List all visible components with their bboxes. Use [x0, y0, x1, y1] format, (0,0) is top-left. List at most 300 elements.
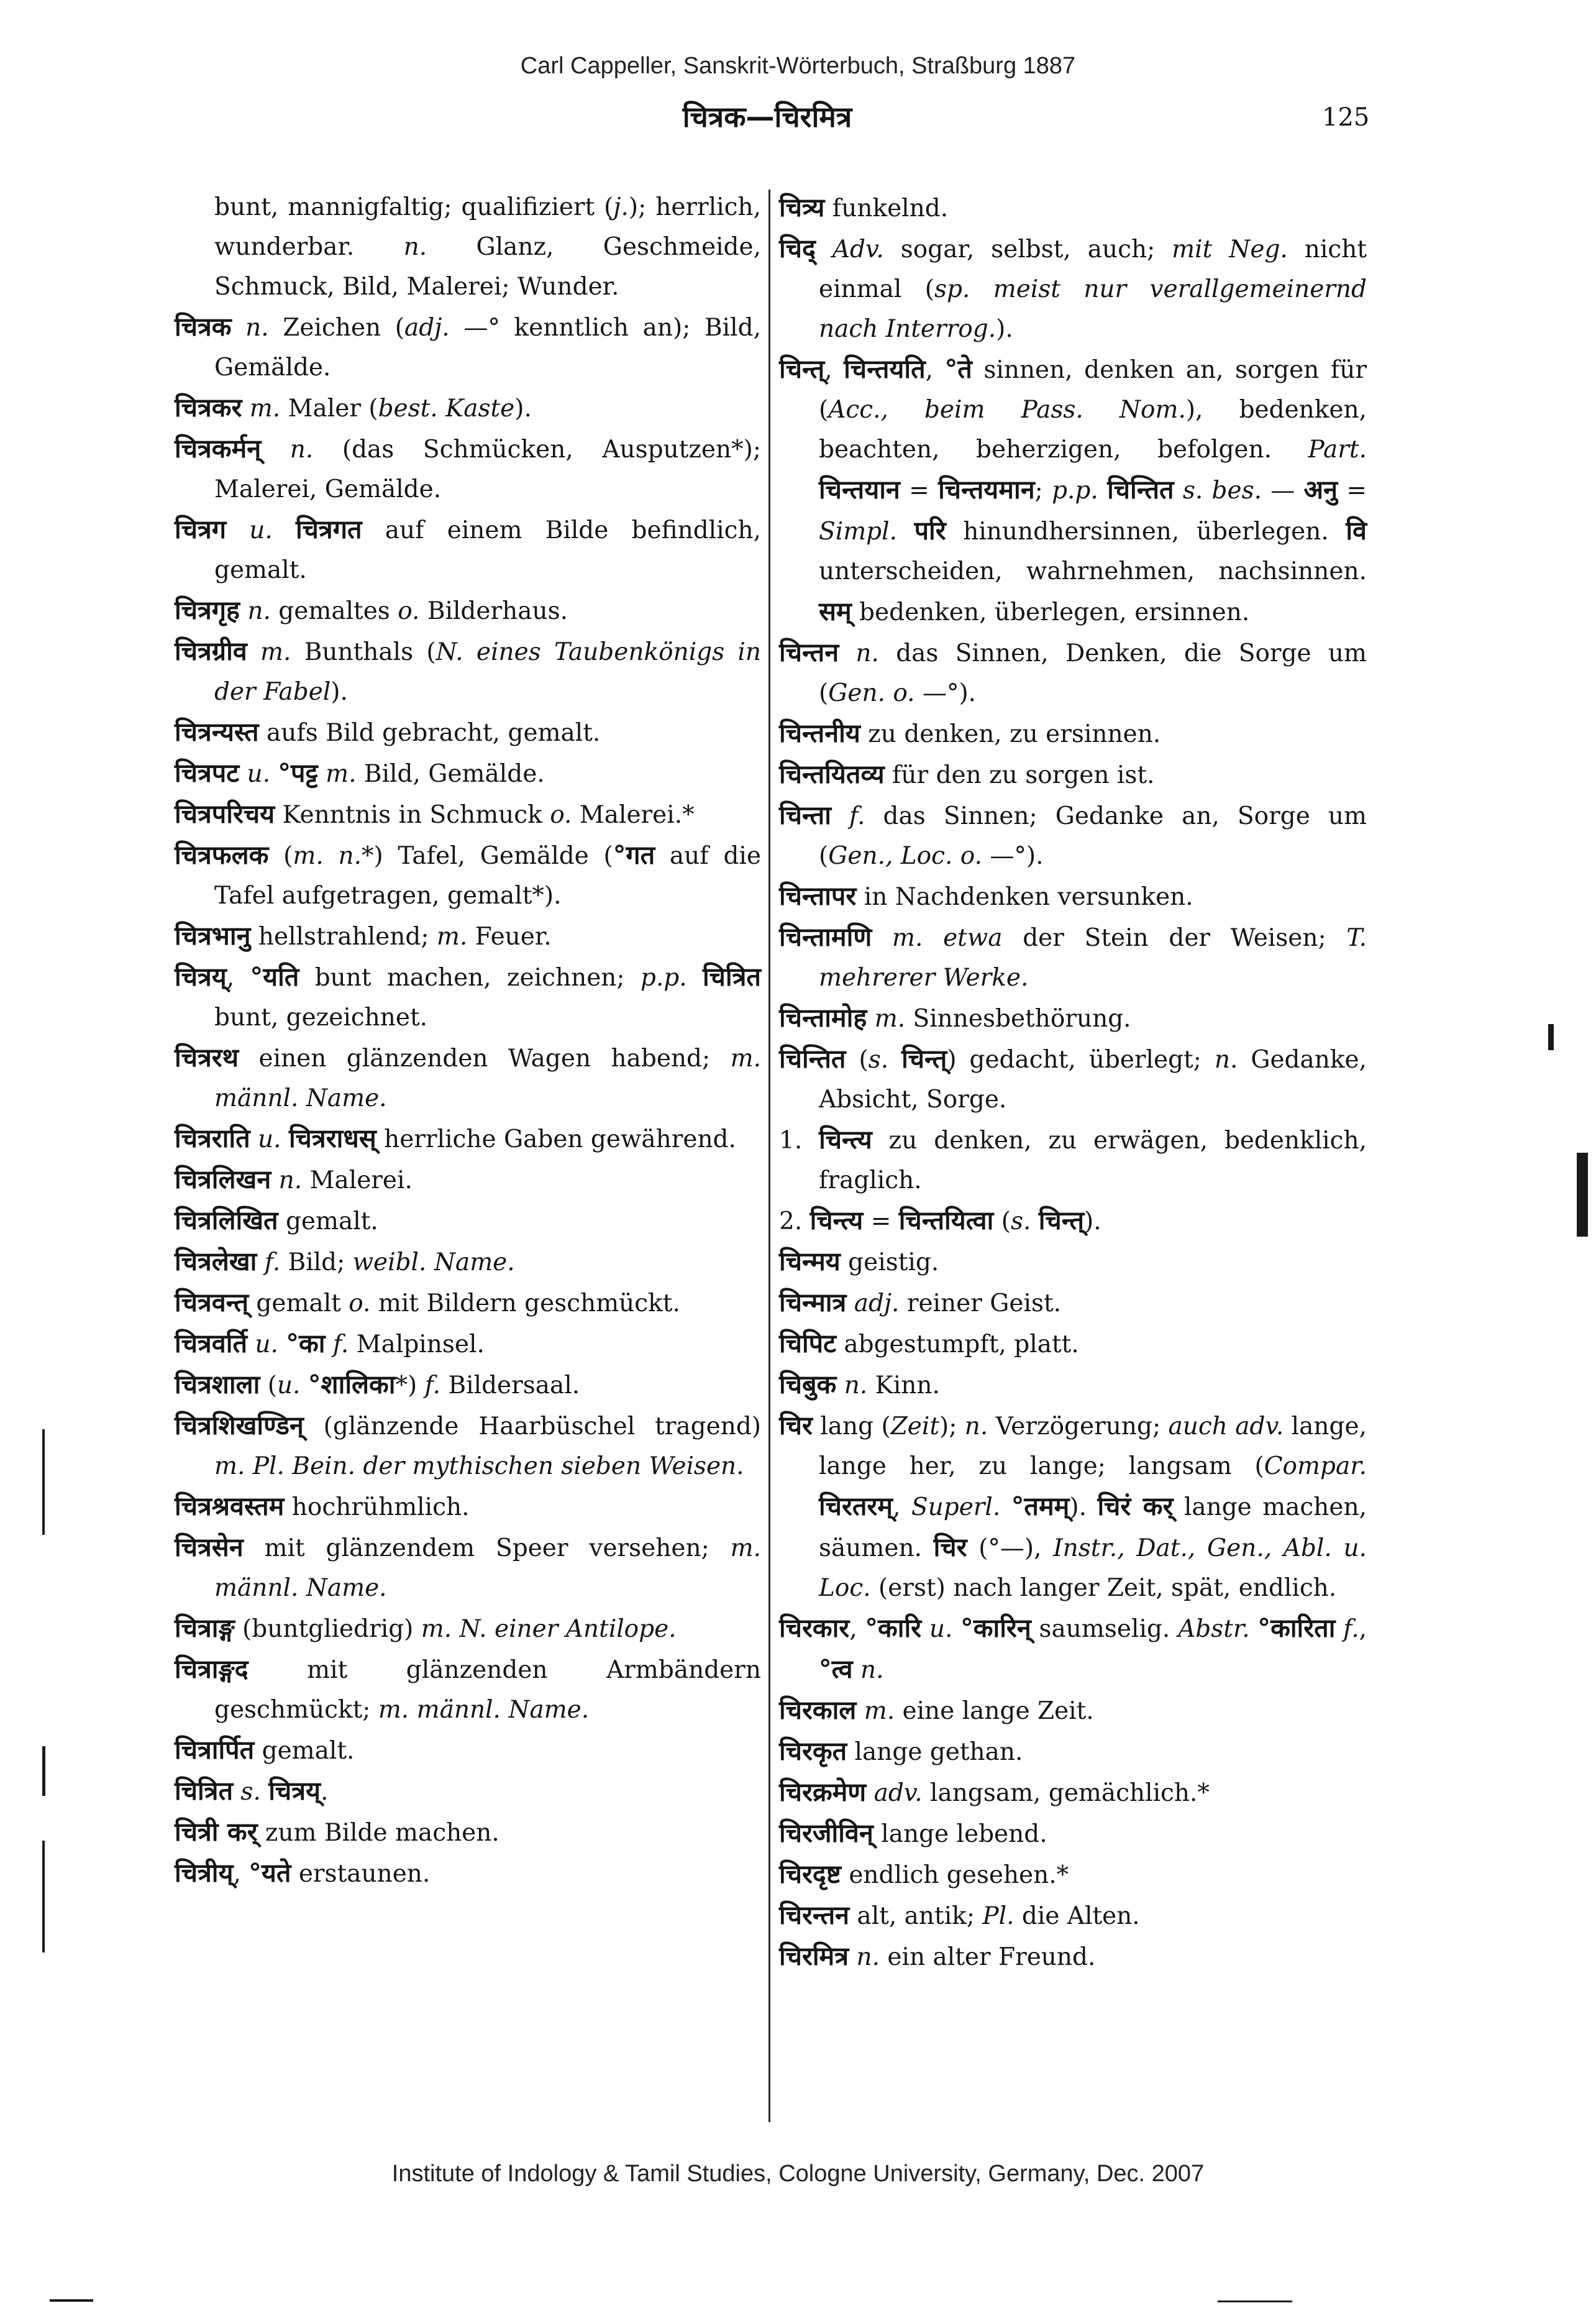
- definition-text: saumselig.: [1031, 1615, 1179, 1643]
- dictionary-entry: [779, 633, 1367, 713]
- dictionary-entry: [175, 957, 761, 1038]
- definition-text: zu denken, zu erwägen, bedenklich, fraglich.: [819, 1127, 1367, 1194]
- sanskrit-term: वि: [1346, 516, 1367, 546]
- italic-note: Pl.: [982, 1902, 1015, 1930]
- definition-text: Maler (: [280, 395, 378, 423]
- left-column: [175, 188, 761, 1894]
- sanskrit-term: °पट्ट: [278, 758, 318, 788]
- sanskrit-term: चिन्त्: [901, 1044, 947, 1074]
- definition-text: Kenntnis in Schmuck: [275, 801, 550, 829]
- definition-text: ); herrlich, wunderbar.: [214, 193, 761, 261]
- headword: चिरकार: [779, 1613, 850, 1643]
- definition-text: (: [993, 1207, 1011, 1235]
- scan-artifact-mark: [1218, 2300, 1292, 2302]
- sanskrit-term: चिन्तित: [1107, 475, 1174, 505]
- definition-text: bunt machen, zeichnen;: [299, 964, 641, 992]
- sanskrit-term: °तमम्: [1011, 1491, 1070, 1521]
- definition-text: 2.: [779, 1207, 810, 1235]
- dictionary-entry: [175, 590, 761, 631]
- italic-note: n.: [849, 1943, 880, 1971]
- dictionary-entry: [779, 349, 1367, 633]
- headword: चिरक्रमेण: [779, 1777, 867, 1807]
- dictionary-entry: [175, 1201, 761, 1242]
- italic-note: s.: [233, 1778, 269, 1806]
- definition-text: Kinn.: [867, 1371, 940, 1399]
- definition-text: ).: [1084, 1207, 1101, 1235]
- italic-note: n.: [1214, 1046, 1238, 1074]
- headword: चिर: [779, 1411, 813, 1440]
- definition-text: Feuer.: [467, 923, 552, 951]
- dictionary-entry: [175, 1771, 761, 1812]
- dictionary-entry: [779, 1813, 1367, 1854]
- definition-text: mit Bildern geschmückt.: [370, 1289, 680, 1317]
- headword: चित्रसेन: [175, 1532, 244, 1562]
- dictionary-entry: [175, 1242, 761, 1283]
- headword: चिन्तित: [779, 1044, 846, 1074]
- dictionary-entry: [779, 795, 1367, 876]
- sanskrit-term: °कारिता: [1257, 1613, 1336, 1643]
- dictionary-entry: [779, 1608, 1367, 1690]
- dictionary-entry: [779, 1854, 1367, 1895]
- definition-text: —°).: [982, 842, 1044, 870]
- headword: चित्रराति: [175, 1124, 250, 1153]
- sanskrit-term: °कारि: [865, 1613, 922, 1643]
- italic-note: sp. meist nur verallgemeinernd nach Interrog.: [819, 275, 1367, 343]
- sanskrit-term: चिन्त्: [1038, 1206, 1085, 1235]
- definition-text: lange, lange her, zu lange; langsam (: [819, 1412, 1367, 1480]
- definition-text: lange gethan.: [847, 1738, 1023, 1766]
- definition-text: =: [863, 1207, 899, 1235]
- definition-text: herrliche Gaben gewährend.: [376, 1125, 736, 1153]
- definition-text: (: [846, 1046, 869, 1074]
- definition-text: nicht einmal (: [819, 236, 1367, 303]
- italic-note: u.: [247, 1330, 286, 1358]
- italic-note: n.: [836, 1371, 868, 1399]
- italic-note: u.: [226, 516, 296, 544]
- definition-text: =: [1338, 477, 1367, 505]
- italic-note: best. Kaste: [378, 395, 515, 423]
- definition-text: Bunthals (: [291, 638, 436, 666]
- dictionary-entry: [175, 1730, 761, 1771]
- sanskrit-term: चिन्तयति: [844, 354, 926, 384]
- definition-text: bedenken, überlegen, ersinnen.: [851, 598, 1250, 626]
- right-column: [779, 188, 1367, 1977]
- italic-note: m. Pl. Bein. der mythischen sieben Weisen.: [214, 1452, 744, 1480]
- headword: चित्ररथ: [175, 1043, 239, 1073]
- headword: चिन्ता: [779, 800, 831, 830]
- definition-text: ).: [331, 678, 348, 706]
- dictionary-entry: [175, 1119, 761, 1160]
- definition-text: ,: [233, 1860, 249, 1888]
- headword: चिद्: [779, 234, 816, 263]
- definition-text: =: [900, 477, 939, 505]
- italic-note: o.: [398, 597, 420, 625]
- definition-text: ,: [893, 1493, 911, 1521]
- definition-text: —: [1261, 477, 1304, 505]
- definition-text: abgestumpft, platt.: [836, 1330, 1079, 1358]
- definition-text: eine lange Zeit.: [895, 1697, 1094, 1725]
- italic-note: u.: [276, 1371, 301, 1399]
- definition-text: das Sinnen; Gedanke an, Sorge um (: [819, 802, 1367, 870]
- definition-text: [687, 964, 703, 992]
- page-number: 125: [1322, 103, 1370, 132]
- headword: चित्रय्: [175, 962, 227, 992]
- italic-note: s. bes.: [1174, 477, 1262, 505]
- scan-artifact-mark: [42, 1429, 45, 1535]
- sanskrit-term: चित्रय्: [268, 1776, 321, 1806]
- sanskrit-term: परि: [914, 516, 946, 546]
- italic-note: Abstr.: [1178, 1615, 1250, 1643]
- definition-text: reiner Geist.: [899, 1289, 1062, 1317]
- headword: चित्र्य: [779, 193, 825, 222]
- headword: चिन्मय: [779, 1247, 841, 1276]
- dictionary-entry: [779, 1365, 1367, 1406]
- definition-text: [1250, 1615, 1258, 1643]
- italic-note: Gen., Loc. o.: [828, 842, 982, 870]
- definition-text: gemalt: [249, 1289, 349, 1317]
- sanskrit-term: सम्: [819, 597, 852, 626]
- italic-note: m.: [856, 1697, 895, 1725]
- dictionary-entry: [175, 1486, 761, 1527]
- dictionary-entry: [779, 1690, 1367, 1731]
- dictionary-entry: [175, 1324, 761, 1365]
- headword: चित्रलिखित: [175, 1206, 278, 1235]
- definition-text: (buntgliedrig): [234, 1615, 421, 1643]
- scan-artifact-mark: [1577, 1153, 1588, 1237]
- headword: चित्रकर्मन्: [175, 434, 262, 464]
- dictionary-entry: [175, 835, 761, 916]
- italic-note: Part.: [1308, 436, 1367, 464]
- scan-artifact-mark: [42, 1746, 45, 1796]
- page-title: चित्रक—चिरमित्र: [682, 100, 852, 134]
- definition-text: *) Tafel, Gemälde (: [361, 842, 613, 870]
- italic-note: Acc., beim Pass. Nom.: [828, 396, 1186, 424]
- italic-note: auch adv.: [1168, 1412, 1284, 1440]
- definition-text: Bild;: [280, 1248, 353, 1276]
- dictionary-entry: [175, 388, 761, 429]
- sanskrit-term: अनु: [1303, 475, 1338, 505]
- dictionary-entry: [779, 713, 1367, 754]
- scan-artifact-mark: [42, 1841, 45, 1952]
- definition-text: [897, 518, 914, 546]
- definition-text: sogar, selbst, auch;: [883, 236, 1172, 263]
- headword: चिन्त्य: [809, 1206, 864, 1235]
- definition-text: mit glänzenden Armbändern geschmückt;: [214, 1656, 761, 1724]
- definition-text: mit glänzendem Speer versehen;: [243, 1534, 731, 1562]
- headword: चिन्तामणि: [779, 922, 872, 952]
- definition-text: bunt, gezeichnet.: [214, 1004, 428, 1032]
- headword: चिरकाल: [779, 1695, 857, 1725]
- definition-text: ein alter Freund.: [880, 1943, 1096, 1971]
- headword: चिन्तापर: [779, 881, 857, 911]
- headword: चिरकृत: [779, 1736, 847, 1766]
- italic-note: m. etwa: [872, 924, 1003, 952]
- italic-note: n.: [271, 1166, 303, 1194]
- definition-text: );: [939, 1412, 965, 1440]
- definition-text: (: [260, 1371, 277, 1399]
- dictionary-entry: [779, 1283, 1367, 1324]
- definition-text: ) gedacht, überlegt;: [947, 1046, 1215, 1074]
- definition-text: ,: [1359, 1615, 1367, 1643]
- definition-text: auf einem Bilde befindlich, gemalt.: [214, 516, 761, 584]
- italic-note: T. mehrerer Werke.: [819, 924, 1367, 992]
- sanskrit-term: °शालिका: [308, 1370, 396, 1399]
- definition-text: alt, antik;: [849, 1902, 983, 1930]
- dictionary-entry: [175, 1527, 761, 1608]
- definition-text: das Sinnen, Denken, die Sorge um (: [819, 639, 1367, 707]
- headword: चिरजीविन्: [779, 1818, 873, 1848]
- definition-text: in Nachdenken versunken.: [856, 883, 1193, 911]
- definition-text: ;: [1034, 477, 1052, 505]
- sanskrit-term: °ते: [944, 354, 972, 384]
- definition-text: ,: [925, 356, 945, 384]
- dictionary-entry: [779, 917, 1367, 998]
- headword: चित्रशाला: [175, 1370, 260, 1399]
- definition-text: (: [268, 842, 293, 870]
- italic-note: o.: [550, 801, 572, 829]
- italic-note: m. männl. Name.: [214, 1045, 761, 1112]
- definition-text: ).: [1069, 1493, 1098, 1521]
- definition-text: bunt, mannigfaltig; qualifiziert (: [214, 193, 614, 221]
- italic-note: adj.: [846, 1289, 900, 1317]
- dictionary-entry: [175, 429, 761, 510]
- definition-text: ,: [226, 964, 250, 992]
- italic-note: u.: [250, 1125, 289, 1153]
- definition-text: [888, 1046, 901, 1074]
- italic-note: n.: [231, 314, 269, 342]
- headword: चित्रपरिचय: [175, 799, 275, 829]
- headword: चिन्तामोह: [779, 1003, 867, 1033]
- headword: चित्रश्रवस्तम: [175, 1491, 285, 1521]
- dictionary-entry: [175, 510, 761, 590]
- definition-text: aufs Bild gebracht, gemalt.: [258, 719, 601, 747]
- dictionary-entry: [175, 1853, 761, 1894]
- sanskrit-term: चिरं कर्: [1097, 1491, 1174, 1521]
- definition-text: ,: [824, 356, 844, 384]
- dictionary-entry: [779, 1242, 1367, 1283]
- definition-text: hinundhersinnen, überlegen.: [946, 518, 1346, 546]
- headword: चिबुक: [779, 1370, 837, 1399]
- italic-note: n.: [964, 1412, 988, 1440]
- dictionary-entry: [175, 1608, 761, 1649]
- headword: चिन्त्: [779, 354, 825, 384]
- dictionary-entry: [175, 753, 761, 794]
- dictionary-entry: [779, 754, 1367, 795]
- headword: चित्रवन्त्: [175, 1288, 249, 1317]
- definition-text: die Alten.: [1014, 1902, 1140, 1930]
- definition-text: [300, 1371, 308, 1399]
- definition-text: gemalt.: [278, 1207, 378, 1235]
- definition-text: hellstrahlend;: [250, 923, 437, 951]
- headword: चिरन्तन: [779, 1900, 850, 1930]
- dictionary-entry: [779, 1772, 1367, 1813]
- dictionary-entry: [779, 1895, 1367, 1936]
- italic-note: j.: [613, 193, 629, 221]
- sanskrit-term: चिर: [933, 1532, 967, 1562]
- dictionary-entry: [175, 188, 761, 307]
- dictionary-entry: [175, 1365, 761, 1406]
- definition-text: —°).: [914, 679, 977, 707]
- headword: चित्रीय्: [175, 1858, 234, 1888]
- dictionary-entry: [779, 188, 1367, 229]
- italic-note: n.: [239, 597, 271, 625]
- sanskrit-term: चिन्तयमान: [938, 475, 1035, 505]
- sanskrit-term: चित्रराधस्: [288, 1124, 376, 1153]
- definition-text: Bilderhaus.: [419, 597, 568, 625]
- definition-text: Verzögerung;: [988, 1412, 1169, 1440]
- headword: चिन्त्य: [819, 1125, 872, 1155]
- sanskrit-term: चिन्तयान: [819, 475, 900, 505]
- definition-text: auf die Tafel aufgetragen, gemalt*).: [214, 842, 761, 910]
- definition-text: lange lebend.: [873, 1820, 1047, 1848]
- italic-note: f.: [257, 1248, 281, 1276]
- dictionary-entry: [175, 307, 761, 388]
- definition-text: 1.: [779, 1127, 819, 1155]
- headword: चिन्तयितव्य: [779, 759, 885, 789]
- dictionary-entry: [175, 1160, 761, 1201]
- italic-note: m.: [436, 923, 468, 951]
- dictionary-entry: [175, 1038, 761, 1119]
- headword: चिन्तन: [779, 638, 839, 667]
- headword: चित्रग्रीव: [175, 636, 247, 666]
- dictionary-entry: [779, 1936, 1367, 1977]
- italic-note: o.: [349, 1289, 371, 1317]
- definition-text: (das Schmücken, Ausputzen*); Malerei, Gemälde.: [214, 436, 761, 503]
- definition-text: funkelnd.: [824, 195, 949, 222]
- dictionary-entry: [779, 1406, 1367, 1608]
- italic-note: s.: [868, 1046, 889, 1074]
- dictionary-entry: [175, 1649, 761, 1730]
- italic-note: m.: [247, 638, 291, 666]
- scan-artifact-mark: [1548, 1024, 1554, 1050]
- headword: चित्राङ्ग: [175, 1613, 235, 1643]
- column-divider: [768, 190, 770, 2122]
- dictionary-entry: [175, 794, 761, 835]
- headword: चिन्तनीय: [779, 718, 860, 748]
- italic-note: u.: [921, 1615, 961, 1643]
- definition-text: *): [395, 1371, 425, 1399]
- definition-text: langsam, gemächlich.*: [922, 1779, 1210, 1807]
- definition-text: —° kenntlich an); Bild, Gemälde.: [214, 314, 761, 382]
- definition-text: Glanz, Geschmeide, Schmuck, Bild, Malerei; Wunder.: [214, 233, 761, 301]
- italic-note: s.: [1010, 1207, 1031, 1235]
- italic-note: m. männl. Name.: [214, 1534, 761, 1602]
- headword: चित्रपट: [175, 758, 240, 788]
- headword: चिरदृष्ट: [779, 1859, 841, 1889]
- sanskrit-term: चित्रगत: [295, 515, 362, 544]
- italic-note: f.: [831, 802, 865, 830]
- italic-note: n.: [261, 436, 314, 464]
- definition-text: Malerei.: [302, 1166, 413, 1194]
- definition-text: Zeichen (: [268, 314, 404, 342]
- headword: चित्राङ्गद: [175, 1654, 249, 1684]
- definition-text: der Stein der Weisen;: [1002, 924, 1347, 952]
- sanskrit-term: °यति: [250, 962, 299, 992]
- headword: चित्रलिखन: [175, 1165, 271, 1194]
- dictionary-entry: [779, 1201, 1367, 1242]
- headword: चित्रक: [175, 312, 232, 342]
- definition-text: lange machen, säumen.: [819, 1493, 1367, 1562]
- italic-note: m.: [242, 395, 281, 423]
- dictionary-entry: [779, 1731, 1367, 1772]
- italic-note: m.: [317, 760, 357, 788]
- scan-artifact-mark: [50, 2299, 93, 2302]
- italic-note: f.: [325, 1330, 349, 1358]
- italic-note: m.: [867, 1005, 906, 1033]
- dictionary-entry: [779, 1120, 1367, 1201]
- definition-text: Bildersaal.: [440, 1371, 580, 1399]
- headword: चित्रगृह: [175, 595, 240, 625]
- dictionary-entry: [175, 1283, 761, 1324]
- definition-text: (erst) nach langer Zeit, spät, endlich.: [870, 1574, 1337, 1602]
- definition-text: sinnen, denken an, sorgen für (: [819, 356, 1367, 424]
- headword: चित्रफलक: [175, 840, 269, 870]
- headword: चिरमित्र: [779, 1941, 849, 1971]
- definition-text: (glänzende Haarbüschel tragend): [303, 1412, 761, 1440]
- definition-text: ).: [514, 395, 532, 423]
- running-header: Carl Cappeller, Sanskrit-Wörterbuch, Straßburg 1887: [520, 53, 1076, 79]
- sanskrit-term: चिरतरम्: [819, 1491, 893, 1521]
- dictionary-entry: [175, 1406, 761, 1486]
- dictionary-entry: [779, 876, 1367, 917]
- definition-text: [1000, 1493, 1011, 1521]
- definition-text: Malpinsel.: [349, 1330, 485, 1358]
- definition-text: einen glänzenden Wagen habend;: [239, 1045, 731, 1073]
- italic-note: m. N. einer Antilope.: [421, 1615, 677, 1643]
- definition-text: geistig.: [840, 1248, 939, 1276]
- italic-note: Adv.: [815, 236, 884, 263]
- dictionary-entry: [175, 712, 761, 753]
- definition-text: zu denken, zu ersinnen.: [860, 720, 1161, 748]
- definition-text: gemalt.: [254, 1737, 355, 1765]
- italic-note: f.: [424, 1371, 441, 1399]
- italic-note: adv.: [866, 1779, 923, 1807]
- italic-note: m. n.: [293, 842, 362, 870]
- sanskrit-term: °कारिन्: [960, 1613, 1031, 1643]
- sanskrit-term: चिन्तयित्वा: [898, 1206, 994, 1235]
- definition-text: Malerei.*: [572, 801, 695, 829]
- italic-note: N. eines Taubenkönigs in der Fabel: [214, 638, 762, 706]
- italic-note: Zeit: [890, 1412, 940, 1440]
- sanskrit-term: °यते: [249, 1858, 291, 1888]
- italic-note: Simpl.: [819, 518, 898, 546]
- headword: चित्रलेखा: [175, 1247, 257, 1276]
- definition-text: Bild, Gemälde.: [356, 760, 545, 788]
- headword: चित्रित: [175, 1776, 234, 1806]
- definition-text: [1031, 1207, 1038, 1235]
- definition-text: erstaunen.: [291, 1860, 431, 1888]
- italic-note: n.: [403, 233, 427, 261]
- italic-note: weibl. Name.: [352, 1248, 515, 1276]
- sanskrit-term: °त्व: [819, 1654, 853, 1684]
- definition-text: endlich gesehen.*: [841, 1861, 1069, 1889]
- definition-text: ), bedenken, beachten, beherzigen, befolgen.: [819, 396, 1367, 464]
- italic-note: n.: [852, 1656, 884, 1684]
- italic-note: f.: [1335, 1615, 1359, 1643]
- definition-text: ).: [996, 315, 1013, 343]
- dictionary-entry: [779, 1039, 1367, 1120]
- headword: चित्रकर: [175, 393, 242, 423]
- definition-text: für den zu sorgen ist.: [884, 761, 1155, 789]
- italic-note: Gen. o.: [828, 679, 915, 707]
- italic-note: n.: [839, 639, 879, 667]
- footer: Institute of Indology & Tamil Studies, Cologne University, Germany, Dec. 2007: [391, 2161, 1205, 2187]
- dictionary-entry: [175, 916, 761, 957]
- italic-note: Compar.: [1264, 1452, 1367, 1480]
- dictionary-entry: [175, 631, 761, 712]
- definition-text: hochrühmlich.: [284, 1493, 470, 1521]
- dictionary-entry: [779, 229, 1367, 349]
